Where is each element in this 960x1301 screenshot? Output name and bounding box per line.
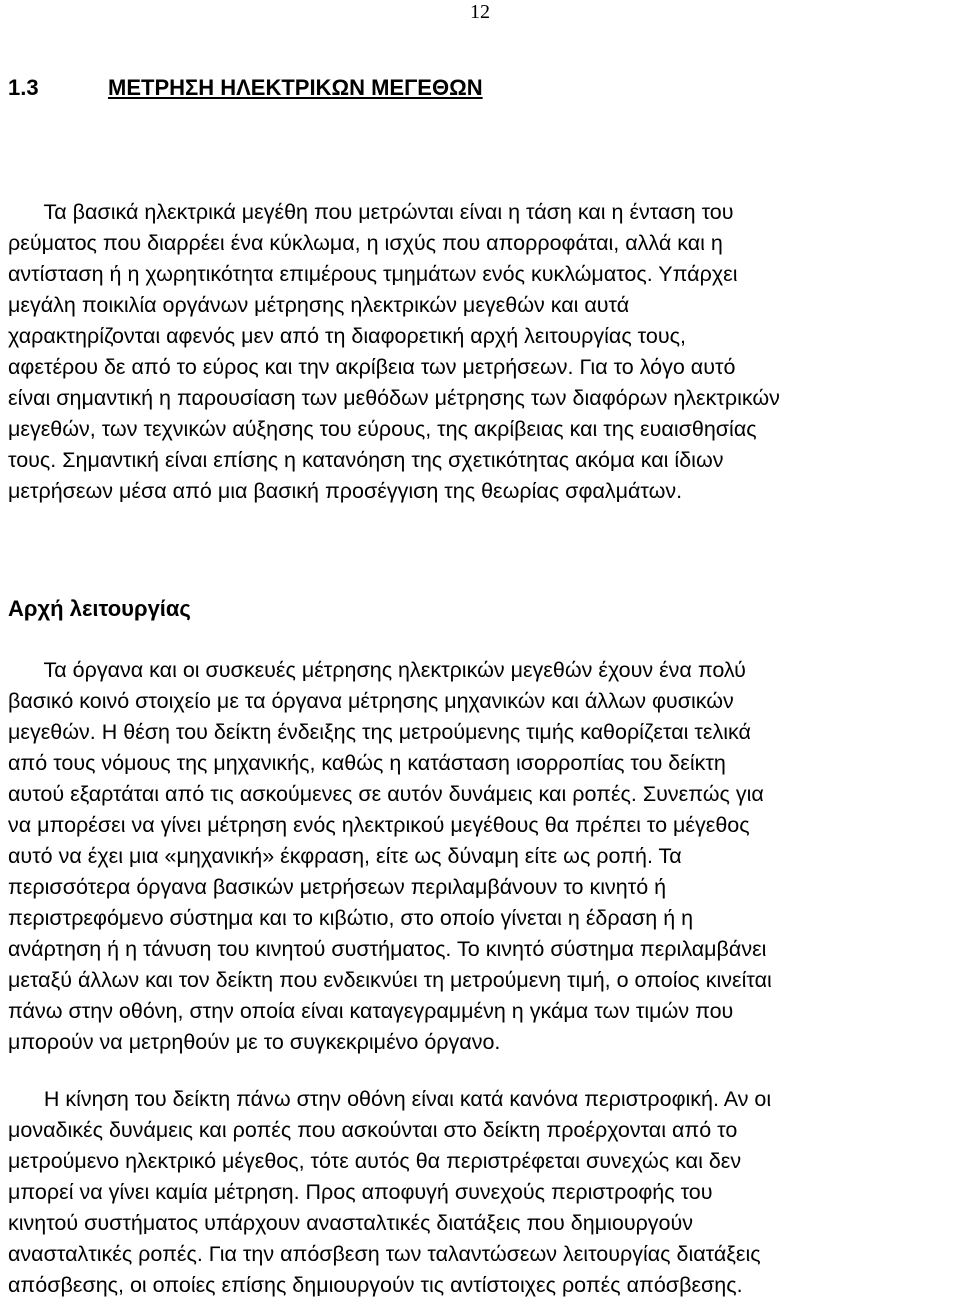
paragraph-line: μπορούν να μετρηθούν με το συγκεκριμένο όργανο. — [8, 1030, 501, 1054]
principle-paragraph — [8, 655, 952, 1058]
paragraph-line: βασικό κοινό στοιχείο με τα όργανα μέτρησης μηχανικών και άλλων φυσικών — [8, 689, 734, 713]
paragraph-line: μοναδικές δυνάμεις και ροπές που ασκούνται στο δείκτη προέρχονται από το — [8, 1118, 738, 1142]
paragraph-line: αφετέρου δε από το εύρος και την ακρίβεια των μετρήσεων. Για το λόγο αυτό — [8, 355, 736, 379]
paragraph-line: μεγεθών, των τεχνικών αύξησης του εύρους, της ακρίβειας και της ευαισθησίας — [8, 417, 757, 441]
paragraph-line: Τα όργανα και οι συσκευές μέτρησης ηλεκτρικών μεγεθών έχουν ένα πολύ — [8, 658, 746, 682]
paragraph-line: περισσότερα όργανα βασικών μετρήσεων περιλαμβάνουν το κινητό ή — [8, 875, 667, 899]
paragraph-line: Η κίνηση του δείκτη πάνω στην οθόνη είναι κατά κανόνα περιστροφική. Αν οι — [8, 1087, 772, 1111]
paragraph-line: ανάρτηση ή η τάνυση του κινητού συστήματος. Το κινητό σύστημα περιλαμβάνει — [8, 937, 767, 961]
paragraph-line: μεγεθών. Η θέση του δείκτη ένδειξης της μετρούμενης τιμής καθορίζεται τελικά — [8, 720, 751, 744]
page-number: 12 — [470, 1, 490, 23]
paragraph-line: μετρούμενο ηλεκτρικό μέγεθος, τότε αυτός θα περιστρέφεται συνεχώς και δεν — [8, 1149, 742, 1173]
paragraph-line: αντίσταση ή η χωρητικότητα επιμέρους τμημάτων ενός κυκλώματος. Υπάρχει — [8, 262, 738, 286]
paragraph-line: αυτού εξαρτάται από τις ασκούμενες σε αυτόν δυνάμεις και ροπές. Συνεπώς για — [8, 782, 764, 806]
subsection-heading: Αρχή λειτουργίας — [8, 596, 191, 621]
paragraph-line: μεταξύ άλλων και τον δείκτη που ενδεικνύει τη μετρούμενη τιμή, ο οποίος κινείται — [8, 968, 772, 992]
paragraph-line: ανασταλτικές ροπές. Για την απόσβεση των ταλαντώσεων λειτουργίας διατάξεις — [8, 1242, 761, 1266]
paragraph-line: χαρακτηρίζονται αφενός μεν από τη διαφορετική αρχή λειτουργίας τους, — [8, 324, 686, 348]
paragraph-line: αυτό να έχει μια «μηχανική» έκφραση, είτε ως δύναμη είτε ως ροπή. Τα — [8, 844, 682, 868]
paragraph-line: είναι σημαντική η παρουσίαση των μεθόδων μέτρησης των διαφόρων ηλεκτρικών — [8, 386, 780, 410]
section-heading — [8, 74, 483, 102]
paragraph-line: κινητού συστήματος υπάρχουν ανασταλτικές διατάξεις που δημιουργούν — [8, 1211, 694, 1235]
paragraph-line: περιστρεφόμενο σύστημα και το κιβώτιο, στο οποίο γίνεται η έδραση ή η — [8, 906, 694, 930]
paragraph-line: από τους νόμους της μηχανικής, καθώς η κατάσταση ισορροπίας του δείκτη — [8, 751, 726, 775]
paragraph-line: ρεύματος που διαρρέει ένα κύκλωμα, η ισχύς που απορροφάται, αλλά και η — [8, 231, 723, 255]
paragraph-line: να μπορέσει να γίνει μέτρηση ενός ηλεκτρικού μεγέθους θα πρέπει το μέγεθος — [8, 813, 750, 837]
rotation-paragraph — [8, 1084, 952, 1301]
paragraph-line: απόσβεσης, οι οποίες επίσης δημιουργούν τις αντίστοιχες ροπές απόσβεσης. — [8, 1273, 743, 1297]
paragraph-line: μεγάλη ποικιλία οργάνων μέτρησης ηλεκτρικών μεγεθών και αυτά — [8, 293, 630, 317]
section-number: 1.3 — [8, 75, 39, 100]
paragraph-line: μετρήσεων μέσα από μια βασική προσέγγιση της θεωρίας σφαλμάτων. — [8, 479, 683, 503]
section-title: ΜΕΤΡΗΣΗ ΗΛΕΚΤΡΙΚΩΝ ΜΕΓΕΘΩΝ — [108, 75, 483, 100]
intro-paragraph — [8, 197, 952, 507]
paragraph-line: μπορεί να γίνει καμία μέτρηση. Προς αποφυγή συνεχούς περιστροφής του — [8, 1180, 713, 1204]
paragraph-line: πάνω στην οθόνη, στην οποία είναι καταγεγραμμένη η γκάμα των τιμών που — [8, 999, 734, 1023]
paragraph-line: Τα βασικά ηλεκτρικά μεγέθη που μετρώνται είναι η τάση και η ένταση του — [8, 200, 734, 224]
paragraph-line: τους. Σημαντική είναι επίσης η κατανόηση της σχετικότητας ακόμα και ίδιων — [8, 448, 724, 472]
